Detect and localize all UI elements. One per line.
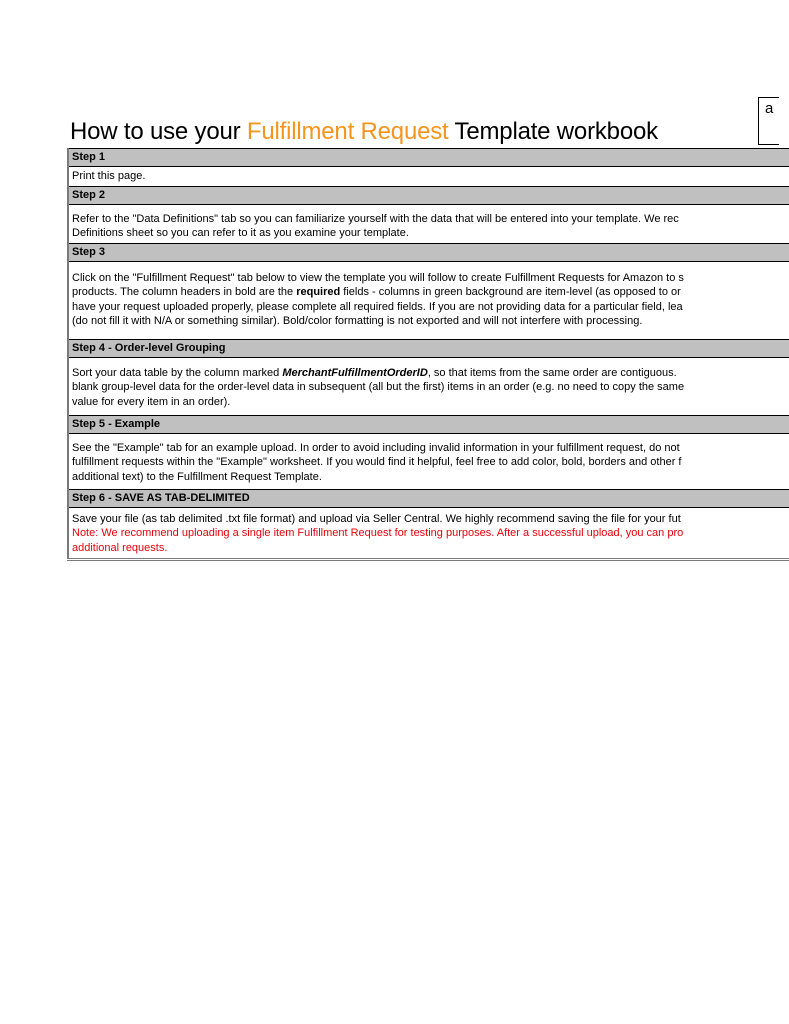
step-3-line <box>72 285 789 299</box>
instructions-sheet <box>67 148 789 559</box>
step-5-header <box>69 415 789 433</box>
step-5-line: additional text) to the Fulfillment Request Template. <box>72 470 322 483</box>
step-4-body <box>69 357 789 415</box>
step-3-line: (do not fill it with N/A or something similar). Bold/color formatting is not exported and will not interfere with processing. <box>72 315 643 328</box>
title-suffix: Template workbook <box>448 118 658 145</box>
step-6-line: Save your file (as tab delimited .txt file format) and upload via Seller Central. We highly recommend saving the file for your fut <box>72 513 681 525</box>
step-2-header <box>69 186 789 204</box>
corner-cell-box <box>758 97 779 145</box>
step-4-line <box>72 366 789 380</box>
step-3-line-text: fields - columns in green background are item-level (as opposed to or <box>340 286 681 299</box>
step-6-body <box>69 507 789 558</box>
step-6-note-line: additional requests. <box>72 541 168 554</box>
page-title <box>70 116 658 148</box>
step-5-body <box>69 433 789 489</box>
title-prefix: How to use your <box>70 118 247 145</box>
corner-cell-text: a <box>765 100 774 117</box>
step-6-heading: Step 6 - SAVE AS TAB-DELIMITED <box>72 492 250 504</box>
required-keyword: required <box>296 286 341 299</box>
step-4-line: value for every item in an order). <box>72 395 231 408</box>
step-4-heading: Step 4 - Order-level Grouping <box>72 342 226 354</box>
step-5-line: fulfillment requests within the "Example" worksheet. If you would find it helpful, feel free to add color, bold, borders and other f <box>72 456 682 469</box>
step-4-line: blank group-level data for the order-level data in subsequent (all but the first) items in an order (e.g. no need to copy the same <box>72 381 685 394</box>
step-5-line: See the "Example" tab for an example upload. In order to avoid including invalid information in your fulfillment request, do not <box>72 442 680 454</box>
step-4-line-text: , so that items from the same order are contiguous. <box>427 367 677 379</box>
step-1-body <box>69 166 789 186</box>
step-1-header <box>69 148 789 166</box>
step-6-note-line: Note: We recommend uploading a single item Fulfillment Request for testing purposes. After a successful upload, you can pro <box>72 527 684 540</box>
step-3-line-text: products. The column headers in bold are the <box>72 286 297 299</box>
step-2-line: Definitions sheet so you can refer to it as you examine your template. <box>72 227 409 240</box>
step-5-heading: Step 5 - Example <box>72 418 161 430</box>
step-4-line-text: Sort your data table by the column marked <box>72 367 283 379</box>
step-1-heading: Step 1 <box>72 151 106 163</box>
step-3-line: Click on the "Fulfillment Request" tab below to view the template you will follow to create Fulfillment Requests for Amazon to s <box>72 272 684 284</box>
step-2-line: Refer to the "Data Definitions" tab so you can familiarize yourself with the data that will be entered into your template. We rec <box>72 213 679 225</box>
title-accent: Fulfillment Request <box>246 118 449 145</box>
step-3-line: have your request uploaded properly, please complete all required fields. If you are not providing data for a particular field, lea <box>72 300 683 313</box>
step-3-body <box>69 261 789 339</box>
step-3-header <box>69 243 789 261</box>
step-2-heading: Step 2 <box>72 189 106 201</box>
merchant-order-id-column: MerchantFulfillmentOrderID <box>282 367 428 379</box>
step-1-line: Print this page. <box>72 170 146 182</box>
step-2-body <box>69 204 789 243</box>
step-6-header <box>69 489 789 507</box>
step-4-header <box>69 339 789 357</box>
step-3-heading: Step 3 <box>72 246 106 258</box>
